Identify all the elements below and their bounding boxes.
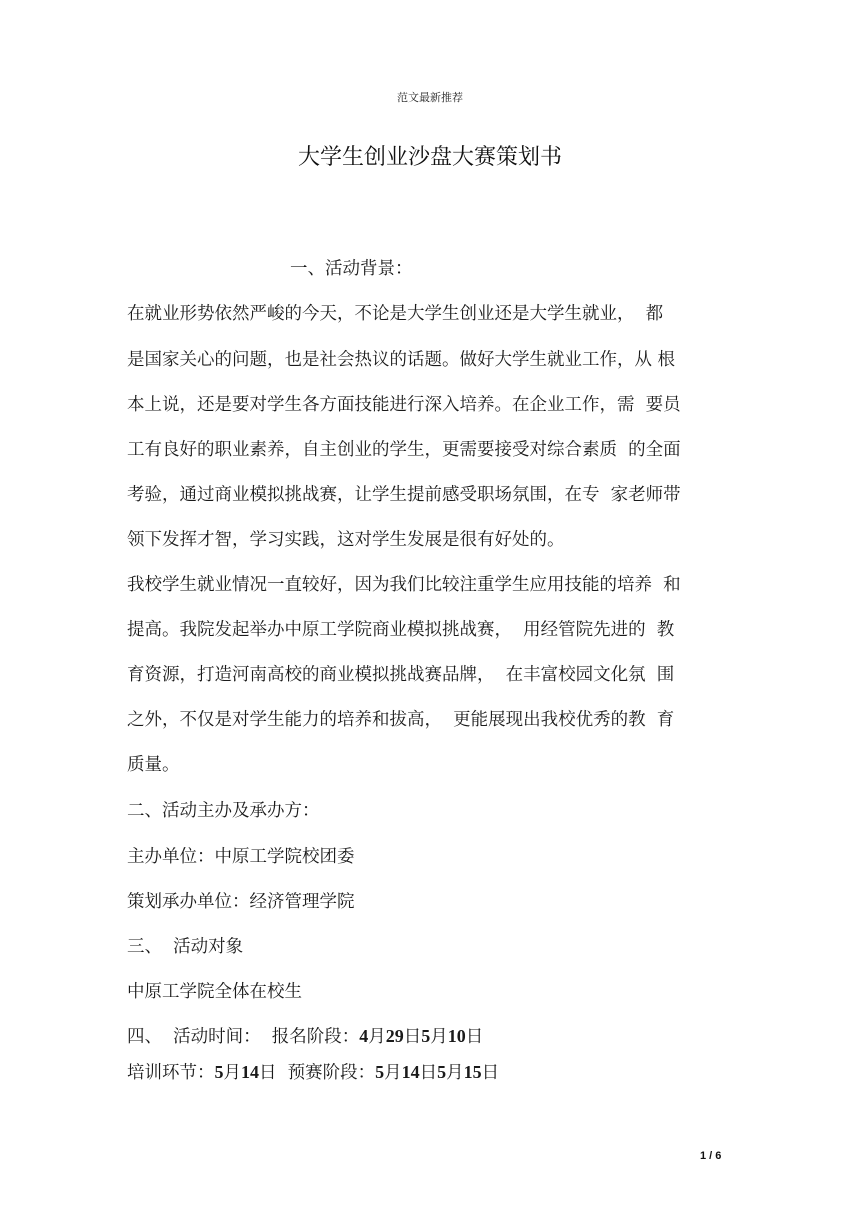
registration-label: 报名阶段： xyxy=(271,1027,360,1047)
paragraph-line: 领下发挥才智，学习实践，这对学生发展是很有好处的。 xyxy=(127,530,565,550)
prelim-label: 预赛阶段： xyxy=(287,1063,376,1083)
paragraph-line: 考验，通过商业模拟挑战赛，让学生提前感受职场氛围，在专 家老师带 xyxy=(127,485,681,505)
header-note: 范文最新推荐 xyxy=(397,91,463,104)
page-number: 1 / 6 xyxy=(700,1150,722,1162)
paragraph-line: 质量。 xyxy=(127,755,180,775)
schedule-line-registration: 四、 活动时间： 报名阶段：4月29日5月10日 xyxy=(127,1026,484,1047)
organizer-unit: 策划承办单位：经济管理学院 xyxy=(127,892,355,912)
paragraph-line: 本上说，还是要对学生各方面技能进行深入培养。在企业工作，需 要员 xyxy=(127,395,681,415)
paragraph-line: 是国家关心的问题，也是社会热议的话题。做好大学生就业工作，从 根 xyxy=(127,350,676,370)
paragraph-line: 在就业形势依然严峻的今天，不论是大学生创业还是大学生就业， 都 xyxy=(127,304,664,324)
section-heading-background: 一、活动背景： xyxy=(290,259,413,279)
participants: 中原工学院全体在校生 xyxy=(127,982,302,1002)
section-heading-organizers: 二、活动主办及承办方： xyxy=(127,801,320,821)
paragraph-line: 之外，不仅是对学生能力的培养和拔高， 更能展现出我校优秀的教 育 xyxy=(127,710,675,730)
paragraph-line: 我校学生就业情况一直较好，因为我们比较注重学生应用技能的培养 和 xyxy=(127,575,681,595)
schedule-line-training: 培训环节：5月14日 预赛阶段：5月14日5月15日 xyxy=(127,1062,500,1083)
paragraph-line: 提高。我院发起举办中原工学院商业模拟挑战赛， 用经管院先进的 教 xyxy=(127,620,675,640)
section-heading-participants: 三、 活动对象 xyxy=(127,937,244,957)
paragraph-line: 工有良好的职业素养，自主创业的学生，更需要接受对综合素质 的全面 xyxy=(127,440,681,460)
paragraph-line: 育资源，打造河南高校的商业模拟挑战赛品牌， 在丰富校园文化氛 围 xyxy=(127,665,675,685)
section-heading-time: 四、 活动时间： xyxy=(127,1027,261,1047)
document-title: 大学生创业沙盘大赛策划书 xyxy=(297,145,562,170)
training-label: 培训环节： xyxy=(127,1063,215,1083)
host-unit: 主办单位：中原工学院校团委 xyxy=(127,847,355,867)
